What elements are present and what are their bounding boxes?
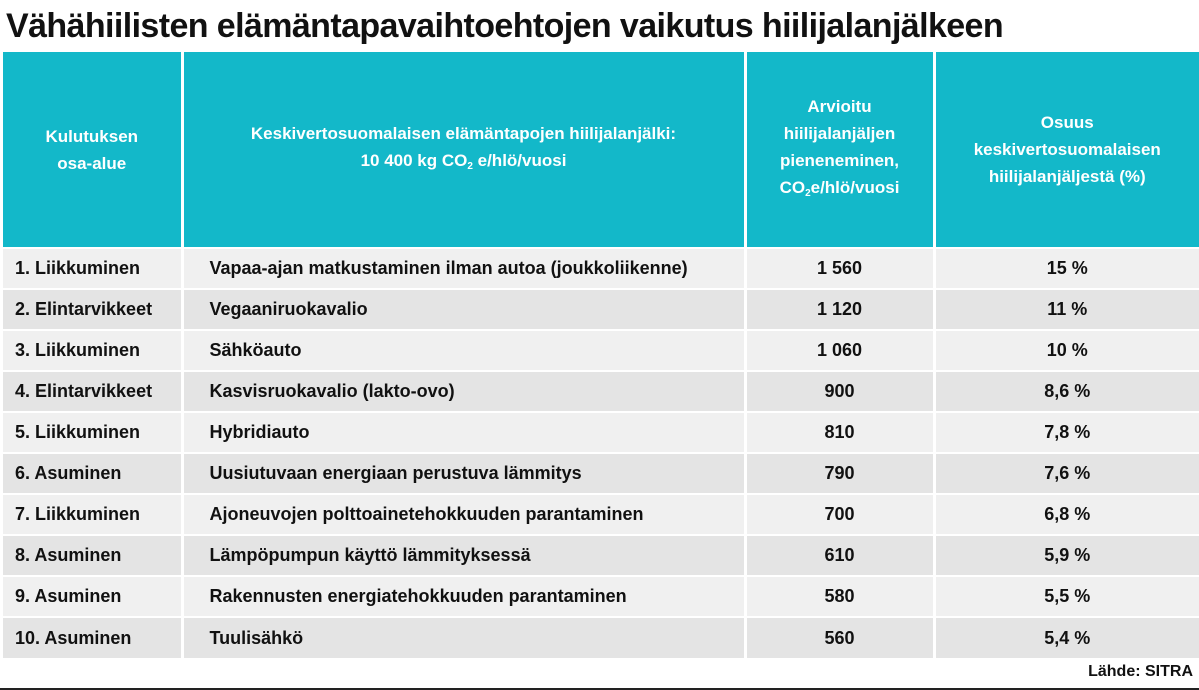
data-table-wrapper	[3, 52, 1199, 658]
cell-share: 7,8 %	[934, 412, 1199, 453]
header-reduction-post: e/hlö/vuosi	[810, 177, 900, 197]
cell-share: 6,8 %	[934, 494, 1199, 535]
cell-option: Kasvisruokavalio (lakto-ovo)	[182, 371, 745, 412]
cell-share: 7,6 %	[934, 453, 1199, 494]
cell-option: Lämpöpumpun käyttö lämmityksessä	[182, 535, 745, 576]
cell-area: 2. Elintarvikkeet	[3, 289, 182, 330]
cell-reduction: 810	[745, 412, 934, 453]
cell-option: Vegaaniruokavalio	[182, 289, 745, 330]
cell-reduction: 560	[745, 617, 934, 658]
cell-reduction: 900	[745, 371, 934, 412]
source-credit: Lähde: SITRA	[1088, 663, 1193, 680]
header-area-line: Kulutuksen	[45, 126, 139, 146]
cell-option: Uusiutuvaan energiaan perustuva lämmitys	[182, 453, 745, 494]
header-footprint-line1: Keskivertosuomalaisen elämäntapojen hiilijalanjälki:	[250, 123, 677, 143]
cell-share: 11 %	[934, 289, 1199, 330]
table-row	[3, 289, 1199, 330]
cell-option: Sähköauto	[182, 330, 745, 371]
table-row	[3, 617, 1199, 658]
cell-option: Tuulisähkö	[182, 617, 745, 658]
cell-share: 5,5 %	[934, 576, 1199, 617]
cell-share: 15 %	[934, 248, 1199, 289]
cell-option: Hybridiauto	[182, 412, 745, 453]
data-table	[3, 52, 1199, 658]
cell-area: 1. Liikkuminen	[3, 248, 182, 289]
cell-share: 5,4 %	[934, 617, 1199, 658]
cell-reduction: 1 560	[745, 248, 934, 289]
cell-area: 5. Liikkuminen	[3, 412, 182, 453]
cell-reduction: 580	[745, 576, 934, 617]
table-row	[3, 330, 1199, 371]
header-reduction-line: Arvioitu	[807, 96, 872, 116]
header-share-line: keskivertosuomalaisen	[973, 140, 1161, 159]
cell-area: 9. Asuminen	[3, 576, 182, 617]
cell-area: 8. Asuminen	[3, 535, 182, 576]
table-row	[3, 576, 1199, 617]
cell-reduction: 790	[745, 453, 934, 494]
header-footprint	[182, 52, 745, 248]
header-reduction-pre: CO	[779, 177, 806, 197]
header-share	[934, 52, 1199, 248]
header-reduction-unit	[753, 174, 927, 207]
table-header-row	[3, 52, 1199, 248]
table-row	[3, 371, 1199, 412]
header-share-line: hiilijalanjäljestä (%)	[988, 167, 1146, 186]
header-footprint-pre: 10 400 kg CO	[360, 150, 468, 170]
header-reduction	[745, 52, 934, 248]
header-footprint-line2	[190, 147, 738, 180]
cell-reduction: 1 120	[745, 289, 934, 330]
cell-share: 10 %	[934, 330, 1199, 371]
table-row	[3, 453, 1199, 494]
cell-option: Rakennusten energiatehokkuuden parantaminen	[182, 576, 745, 617]
header-reduction-sub: 2	[805, 187, 811, 199]
cell-area: 7. Liikkuminen	[3, 494, 182, 535]
header-area	[3, 52, 182, 248]
header-footprint-post: e/hlö/vuosi	[472, 150, 567, 170]
cell-share: 5,9 %	[934, 535, 1199, 576]
cell-option: Vapaa-ajan matkustaminen ilman autoa (joukkoliikenne)	[182, 248, 745, 289]
header-reduction-line: hiilijalanjäljen	[783, 123, 896, 143]
table-row	[3, 248, 1199, 289]
header-footprint-sub: 2	[467, 160, 473, 172]
cell-share: 8,6 %	[934, 371, 1199, 412]
table-row	[3, 412, 1199, 453]
cell-area: 6. Asuminen	[3, 453, 182, 494]
cell-option: Ajoneuvojen polttoainetehokkuuden parantaminen	[182, 494, 745, 535]
cell-reduction: 700	[745, 494, 934, 535]
header-reduction-line: pieneneminen,	[779, 150, 900, 170]
header-area-line: osa-alue	[57, 153, 127, 173]
header-share-line: Osuus	[1040, 113, 1094, 132]
table-row	[3, 535, 1199, 576]
page-title: Vähähiilisten elämäntapavaihtoehtojen vaikutus hiilijalanjälkeen	[6, 7, 1004, 45]
cell-area: 4. Elintarvikkeet	[3, 371, 182, 412]
cell-reduction: 1 060	[745, 330, 934, 371]
cell-area: 3. Liikkuminen	[3, 330, 182, 371]
table-row	[3, 494, 1199, 535]
cell-area: 10. Asuminen	[3, 617, 182, 658]
cell-reduction: 610	[745, 535, 934, 576]
